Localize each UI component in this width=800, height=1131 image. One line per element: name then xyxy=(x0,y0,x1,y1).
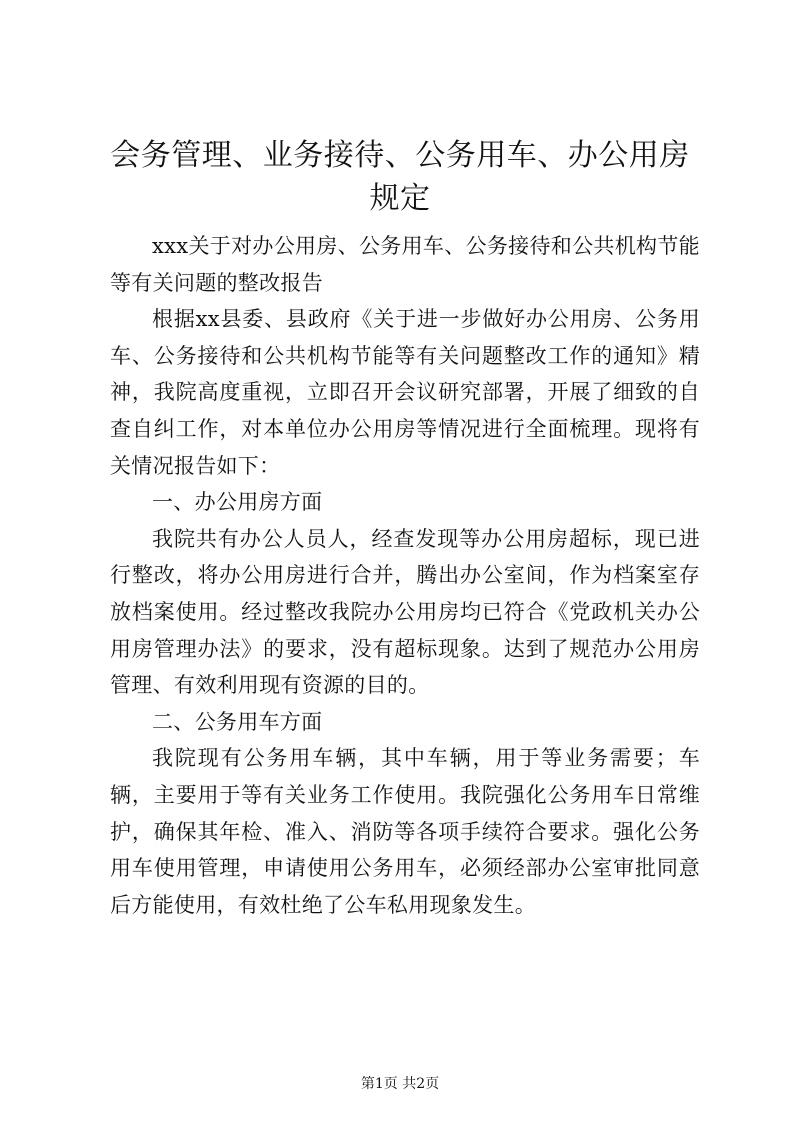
document-title: 会务管理、业务接待、公务用车、办公用房规定 xyxy=(110,138,690,216)
office-paragraph: 我院共有办公人员人，经查发现等办公用房超标，现已进行整改，将办公用房进行合并，腾出办公室间，作为档案室存放档案使用。经过整改我院办公用房均已符合《党政机关办公用房管理办法》的要求，没有超标现象。达到了规范办公用房管理、有效利用现有资源的目的。 xyxy=(110,526,700,698)
section-heading-office: 一、办公用房方面 xyxy=(152,490,323,515)
intro-paragraph: 根据xx县委、县政府《关于进一步做好办公用房、公务用车、公务接待和公共机构节能等有关问题整改工作的通知》精神，我院高度重视，立即召开会议研究部署，开展了细致的自查自纠工作，对本单位办公用房等情况进行全面梳理。现将有关情况报告如下： xyxy=(110,307,700,478)
report-heading-paragraph: xxx关于对办公用房、公务用车、公务接待和公共机构节能等有关问题的整改报告 xyxy=(110,234,700,295)
document-body xyxy=(110,228,700,923)
page-number: 第1页 共2页 xyxy=(360,1076,440,1092)
section-heading-vehicle: 二、公务用车方面 xyxy=(152,709,323,734)
vehicle-paragraph: 我院现有公务用车辆，其中车辆，用于等业务需要；车辆，主要用于等有关业务工作使用。我院强化公务用车日常维护，确保其年检、准入、消防等各项手续符合要求。强化公务用车使用管理，申请使用公务用车，必须经部办公室审批同意后方能使用，有效杜绝了公车私用现象发生。 xyxy=(110,746,700,917)
